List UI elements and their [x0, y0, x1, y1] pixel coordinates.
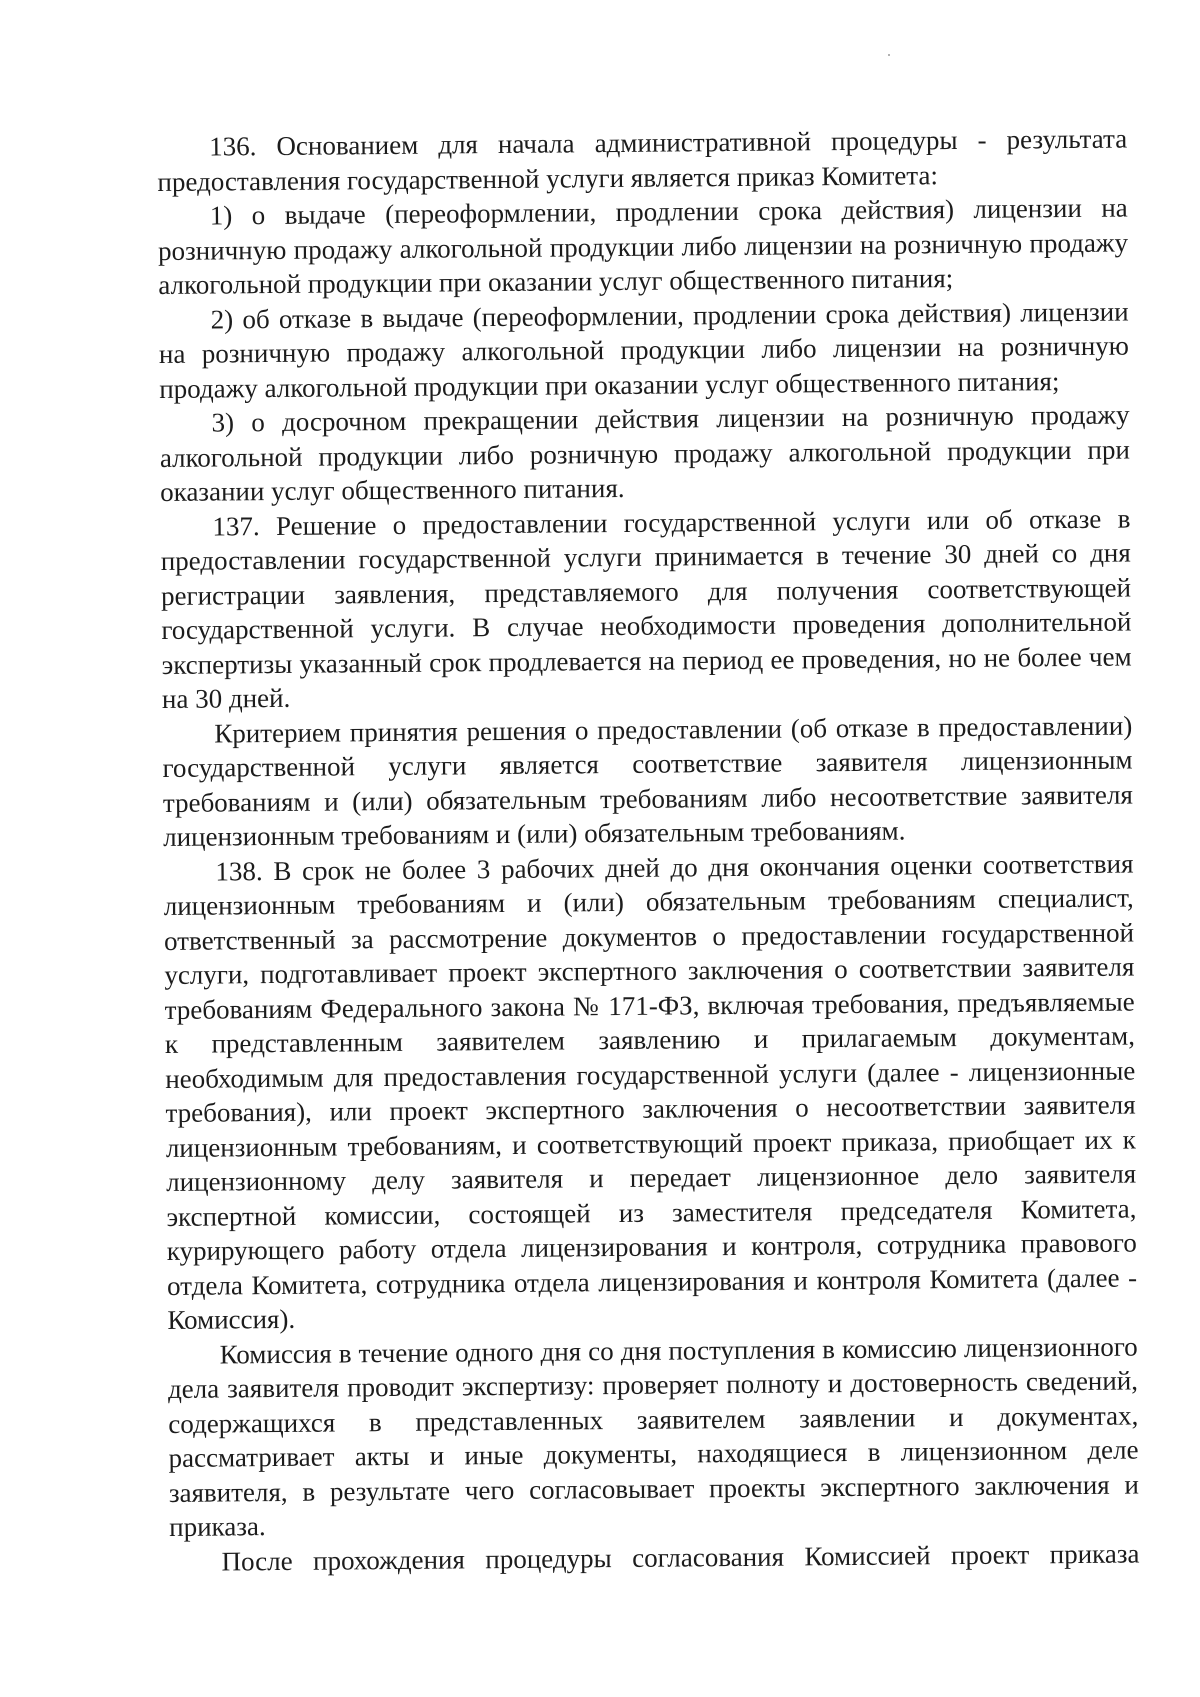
paragraph-136-item-3: 3) о досрочном прекращении действия лицензии на розничную продажу алкогольной продукции либо розничную продажу алкогольной продукции при оказании услуг общественного питания. — [159, 399, 1130, 507]
paragraph-136: 136. Основанием для начала административной процедуры - результата предоставления государственной услуги является приказ Комитета: — [157, 123, 1128, 197]
paragraph-138-continuation: После прохождения процедуры согласования Комиссией проект приказа — [221, 1537, 1140, 1576]
paragraph-138-commission: Комиссия в течение одного дня со дня поступления в комиссию лицензионного дела заявителя проводит экспертизу: проверяет полноту и достоверность сведений, содержащихся в представленных заявителем заявлении и документах, рассматривает акты и иные документы, находящиеся в лицензионном деле заявителя, в результате чего согласовывает проекты экспертного заключения и приказа. — [167, 1330, 1139, 1542]
paragraph-137: 137. Решение о предоставлении государственной услуги или об отказе в предоставлении государственной услуги принимается в течение 30 дней со дня регистрации заявления, представляемого для получения соответствующей государственной услуги. В случае необходимости проведения дополнительной экспертизы указанный срок продлевается на период ее проведения, но не более чем на 30 дней. — [160, 503, 1132, 714]
paragraph-136-item-1: 1) о выдаче (переоформлении, продлении срока действия) лицензии на розничную продажу алкогольной продукции либо лицензии на розничную продажу алкогольной продукции при оказании услуг общественного питания; — [157, 192, 1129, 300]
paragraph-137-criterion: Критерием принятия решения о предоставлении (об отказе в предоставлении) государственной услуги является соответствие заявителя лицензионным требованиям и (или) обязательным требованиям либо несоответствие заявителя лицензионным требованиям и (или) обязательным требованиям. — [162, 710, 1133, 852]
scan-speck — [888, 54, 890, 56]
paragraph-138: 138. В срок не более 3 рабочих дней до дня окончания оценки соответствия лицензионным требованиям и (или) обязательным требованиям специалист, ответственный за рассмотрение документов о предоставлении государственной услуги, подготавливает проект экспертного заключения о соответствии заявителя требованиям Федерального закона № 171-ФЗ, включая требования, предъявляемые к представленным заявителем заявлению и прилагаемым документам, необходимым для предоставления государственной услуги (далее - лицензионные требования), или проект экспертного заключения о несоответствии заявителя лицензионным требованиям, и соответствующий проект приказа, приобщает их к лицензионному делу заявителя и передает лицензионное дело заявителя экспертной комиссии, состоящей из заместителя председателя Комитета, курирующего работу отдела лицензирования и контроля, сотрудника правового отдела Комитета, сотрудника отдела лицензирования и контроля Комитета (далее - Комиссия). — [163, 848, 1138, 1335]
document-body — [157, 122, 1140, 1579]
paragraph-136-item-2: 2) об отказе в выдаче (переоформлении, продлении срока действия) лицензии на розничную продажу алкогольной продукции либо лицензии на розничную продажу алкогольной продукции при оказании услуг общественного питания; — [158, 296, 1130, 404]
